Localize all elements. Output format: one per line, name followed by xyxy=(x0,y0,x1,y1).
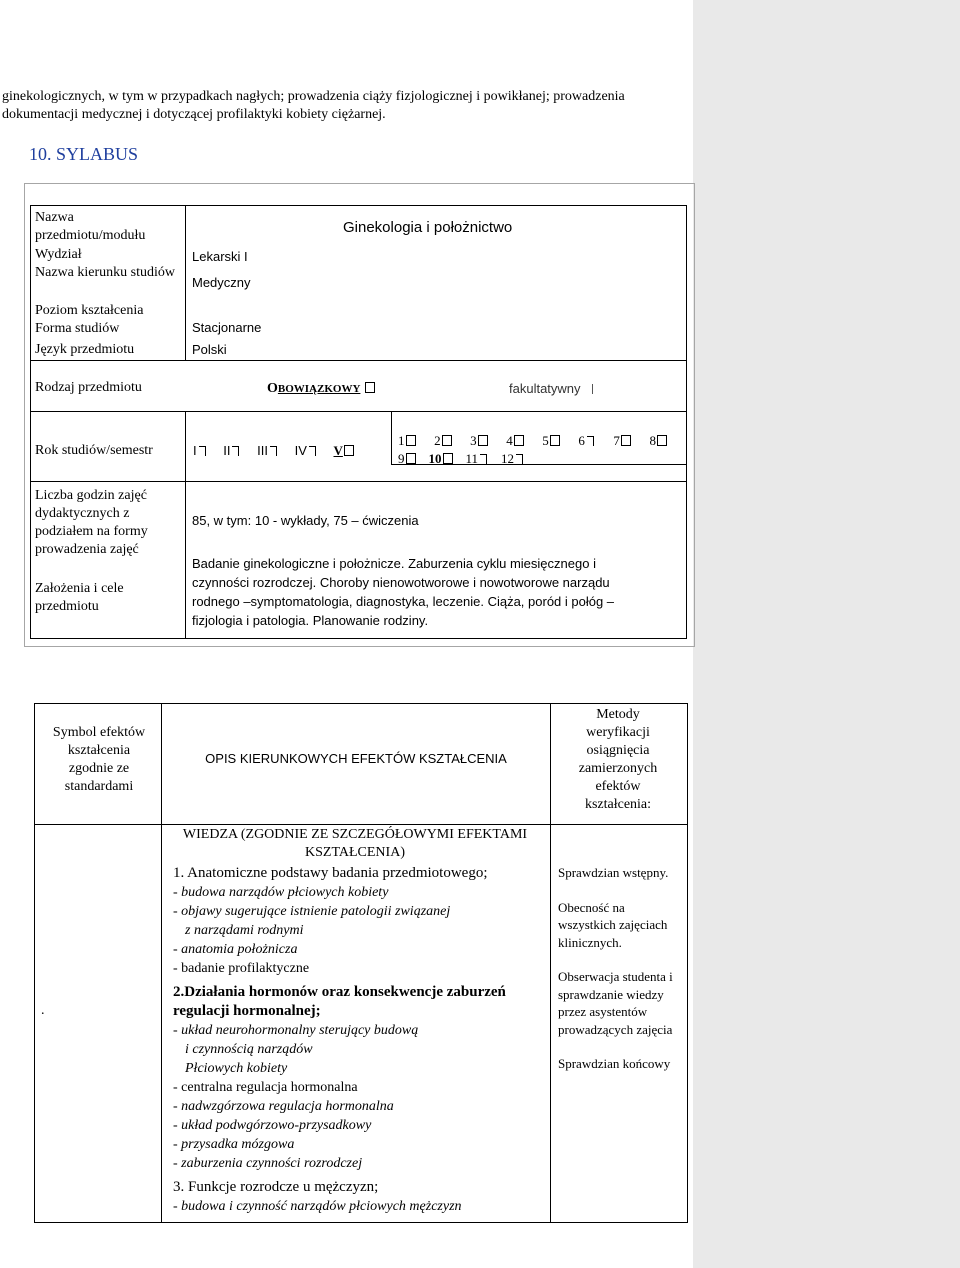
semester-row-1 xyxy=(398,432,668,450)
label-year-semester: Rok studiów/semestr xyxy=(35,443,153,458)
header-divider xyxy=(35,824,687,825)
mandatory-checkbox[interactable] xyxy=(365,382,375,393)
header-symbol: Symbol efektów kształcenia zgodnie ze standardami xyxy=(52,725,146,794)
semester-9: 9 xyxy=(398,450,417,468)
semester-12-checkbox[interactable] xyxy=(516,454,523,464)
semester-5-checkbox[interactable] xyxy=(550,435,560,446)
semester-11: 11 xyxy=(466,450,490,468)
intro-paragraph xyxy=(2,88,692,124)
label-column-divider-lower xyxy=(185,411,186,638)
row-divider xyxy=(31,360,686,361)
header-description: OPIS KIERUNKOWYCH EFEKTÓW KSZTAŁCENIA xyxy=(205,751,507,766)
method-item: Obecność na wszystkich zajęciach klinicznych. xyxy=(558,899,668,950)
topic-2-item: - układ podwgórzowo-przysadkowy xyxy=(173,1118,372,1133)
value-faculty: Lekarski I xyxy=(192,249,248,264)
value-field: Medyczny xyxy=(192,275,251,290)
year-ii-checkbox[interactable] xyxy=(232,446,239,456)
year-iv-checkbox[interactable] xyxy=(309,446,316,456)
section-heading: 10. SYLABUS xyxy=(29,144,139,164)
semester-3-checkbox[interactable] xyxy=(478,435,488,446)
semester-1-checkbox[interactable] xyxy=(406,435,416,446)
type-mandatory-initial: O xyxy=(267,381,278,396)
topic-2-item: - nadwzgórzowa regulacja hormonalna xyxy=(173,1099,394,1114)
course-info-table xyxy=(30,205,687,639)
year-i-checkbox[interactable] xyxy=(199,446,206,456)
col-divider-2 xyxy=(550,704,551,1222)
topic-1-title: 1. Anatomiczne podstawy badania przedmiotowego; xyxy=(173,865,488,881)
type-optional-label: fakultatywny xyxy=(509,381,581,396)
year-iv: IV xyxy=(294,443,307,458)
semester-8-checkbox[interactable] xyxy=(657,435,667,446)
semester-row-2 xyxy=(398,450,683,468)
header-methods: Metody weryfikacji osiągnięcia zamierzonych efektów kształcenia: xyxy=(578,707,658,812)
year-options xyxy=(193,442,355,460)
year-iii-checkbox[interactable] xyxy=(270,446,277,456)
topic-2-item: i czynnością narządów xyxy=(185,1042,313,1057)
topic-2-item: - centralna regulacja hormonalna xyxy=(173,1080,358,1095)
semester-9-checkbox[interactable] xyxy=(406,453,416,464)
semester-10: 10 xyxy=(429,450,454,468)
value-hours: 85, w tym: 10 - wykłady, 75 – ćwiczenia xyxy=(192,513,419,528)
type-mandatory xyxy=(267,380,376,398)
topic-1-item: - budowa narządów płciowych kobiety xyxy=(173,885,389,900)
semester-11-checkbox[interactable] xyxy=(480,454,487,464)
topic-3-title: 3. Funkcje rozrodcze u mężczyzn; xyxy=(173,1179,379,1195)
topic-3-item: - budowa i czynność narządów płciowych mężczyzn xyxy=(173,1199,462,1214)
label-language: Język przedmiotu xyxy=(35,342,135,357)
effect-symbol: . xyxy=(41,1003,45,1018)
label-column-divider xyxy=(185,206,186,360)
row-divider xyxy=(31,481,686,482)
method-item: Sprawdzian wstępny. xyxy=(558,865,669,880)
topic-2-item: - układ neurohormonalny sterujący budową xyxy=(173,1023,419,1038)
semester-3: 3 xyxy=(470,432,489,450)
label-faculty: Wydział xyxy=(35,247,82,262)
value-language: Polski xyxy=(192,342,227,357)
semester-10-checkbox[interactable] xyxy=(443,453,453,464)
comment-margin-panel xyxy=(693,0,960,1268)
col-divider-1 xyxy=(161,704,162,1222)
intro-line-2: dokumentacji medycznej i dotyczącej profilaktyki kobiety ciężarnej. xyxy=(2,107,386,122)
label-course-name: Nazwa przedmiotu/modułu xyxy=(35,210,146,243)
label-field: Nazwa kierunku studiów xyxy=(35,265,175,280)
topic-2-item: Płciowych kobiety xyxy=(185,1061,288,1076)
semester-6-checkbox[interactable] xyxy=(587,436,594,446)
label-form: Forma studiów xyxy=(35,321,120,336)
effects-description xyxy=(173,864,548,1216)
verification-methods xyxy=(558,864,676,1073)
year-i: I xyxy=(193,443,197,458)
value-form: Stacjonarne xyxy=(192,320,262,335)
label-goals: Założenia i cele przedmiotu xyxy=(35,581,124,614)
semester-7-checkbox[interactable] xyxy=(621,435,631,446)
semester-1: 1 xyxy=(398,432,417,450)
topic-1-item: - badanie profilaktyczne xyxy=(173,961,310,976)
label-level: Poziom kształcenia xyxy=(35,303,144,318)
semester-6: 6 xyxy=(578,432,596,450)
row-divider xyxy=(31,411,686,412)
topic-1-item: - objawy sugerujące istnienie patologii związanej xyxy=(173,904,451,919)
method-item: Obserwacja studenta i sprawdzanie wiedzy przez asystentów prowadzących zajęcia xyxy=(558,969,673,1037)
semester-8: 8 xyxy=(649,432,668,450)
topic-2-item: - przysadka mózgowa xyxy=(173,1137,295,1152)
year-v: V xyxy=(333,443,343,458)
label-hours: Liczba godzin zajęć dydaktycznych z podziałem na formy prowadzenia zajęć xyxy=(35,488,148,557)
knowledge-heading: WIEDZA (ZGODNIE ZE SZCZEGÓŁOWYMI EFEKTAMI KSZTAŁCENIA) xyxy=(182,827,528,860)
value-goals: Badanie ginekologiczne i położnicze. Zaburzenia cyklu miesięcznego i czynności rozrodczej. Choroby nienowotworowe i nowotworowe narządu rodnego –symptomatologia, diagnostyka, leczenie. Ciąża, poród i połóg – fizjologia i patologia. Planowanie rodziny. xyxy=(192,556,615,628)
semester-5: 5 xyxy=(542,432,561,450)
optional-checkbox-mark[interactable] xyxy=(592,384,593,394)
year-ii: II xyxy=(223,443,231,458)
intro-line-1: ginekologicznych, w tym w przypadkach nagłych; prowadzenia ciąży fizjologicznej i powikłanej; prowadzenia xyxy=(2,89,625,104)
method-item: Sprawdzian końcowy xyxy=(558,1056,671,1071)
learning-effects-table xyxy=(34,703,688,1223)
label-course-type: Rodzaj przedmiotu xyxy=(35,380,142,395)
semester-2-checkbox[interactable] xyxy=(442,435,452,446)
semester-4-checkbox[interactable] xyxy=(514,435,524,446)
topic-2-item: - zaburzenia czynności rozrodczej xyxy=(173,1156,363,1171)
semester-options xyxy=(398,432,683,468)
semester-7: 7 xyxy=(613,432,632,450)
type-optional xyxy=(509,380,593,398)
year-iii: III xyxy=(257,443,268,458)
semester-4: 4 xyxy=(506,432,525,450)
topic-2-title: 2.Działania hormonów oraz konsekwencje zaburzeń regulacji hormonalnej; xyxy=(173,984,506,1019)
semester-divider xyxy=(391,412,392,464)
topic-1-item: - anatomia położnicza xyxy=(173,942,298,957)
semester-2: 2 xyxy=(434,432,453,450)
type-mandatory-rest: BOWIĄZKOWY xyxy=(277,383,361,395)
topic-1-item: z narządami rodnymi xyxy=(185,923,304,938)
year-v-checkbox[interactable] xyxy=(344,445,354,456)
value-course-name: Ginekologia i położnictwo xyxy=(343,219,513,236)
semester-12: 12 xyxy=(501,450,525,468)
